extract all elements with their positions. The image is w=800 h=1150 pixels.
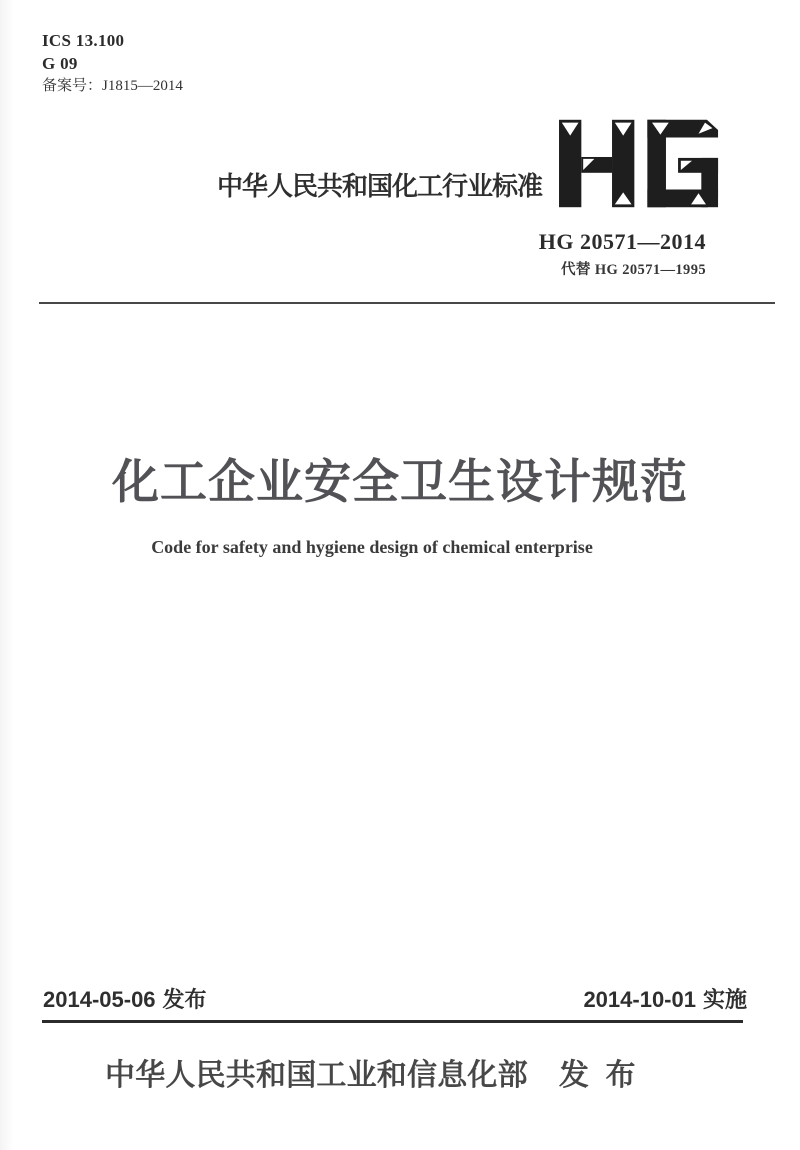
implementation-date (583, 983, 747, 1014)
publisher-action-label: 发 布 (558, 1059, 636, 1092)
implementation-date-value: 2014-10-01 (583, 987, 696, 1012)
record-number: 备案号：J1815—2014 (42, 78, 183, 94)
superseded-standard: 代替 HG 20571—1995 (561, 262, 706, 278)
issue-date-value: 2014-05-06 (43, 987, 156, 1012)
standard-title-en: Code for safety and hygiene design of chemical enterprise (151, 537, 593, 557)
publisher-row (105, 1050, 636, 1094)
standard-number: HG 20571—2014 (538, 229, 706, 254)
ics-code: ICS 13.100 (42, 31, 125, 50)
date-row (0, 983, 800, 1013)
footer-divider (42, 1020, 743, 1023)
standard-title-cn: 化工企业安全卫生设计规范 (112, 455, 688, 508)
classification-block (42, 30, 183, 98)
header-divider (39, 302, 775, 304)
standard-category-title: 中华人民共和国化工行业标准 (217, 171, 543, 201)
hg-logo-text (556, 210, 557, 211)
classification-code: G 09 (42, 53, 78, 73)
issue-date (43, 983, 207, 1014)
issue-date-label: 发布 (162, 987, 207, 1012)
hg-logo-icon (556, 117, 722, 210)
implementation-date-label: 实施 (702, 987, 747, 1012)
publisher-name: 中华人民共和国工业和信息化部 (105, 1059, 528, 1092)
standard-number-block (539, 229, 706, 279)
